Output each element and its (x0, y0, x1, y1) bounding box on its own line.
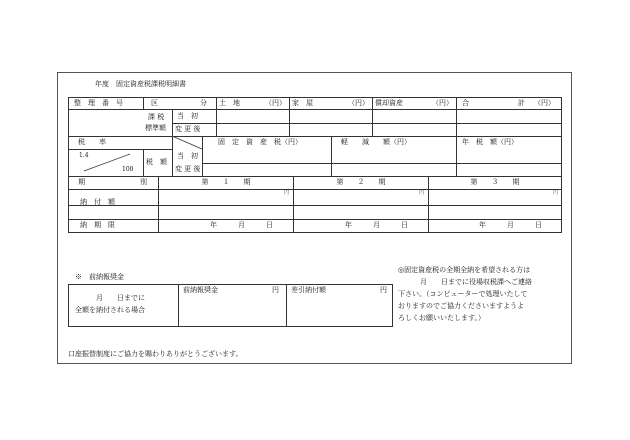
col-shokyaku: 償却資産 （円） (375, 99, 453, 107)
col-goukei-b: 計 (518, 99, 525, 107)
col-kotei-zei: 固 定 資 産 税（円） (218, 138, 302, 146)
schedule-period-2: 第 ２ 期 (336, 178, 386, 186)
rate-denominator: 100 (122, 166, 134, 173)
zeiritsu-label: 税 率 (78, 138, 106, 146)
notice-line4: おりますのでご協力くださいますようよ (398, 302, 524, 310)
schedule-period-3: 第 ３ 期 (470, 178, 520, 186)
schedule-betsu: 別 (140, 178, 147, 186)
nouki-date-1: 年 月 日 (210, 221, 273, 229)
prepay-heading: ※ 前納報奨金 (75, 273, 124, 281)
footer-note: 口座振替制度にご協力を賜わりありがとうございます。 (68, 350, 243, 358)
kazei-toushou: 当 初 (177, 112, 198, 120)
nofugaku-yen-2: 円 (419, 190, 425, 196)
nofugaku-yen-1: 円 (284, 190, 290, 196)
nofugaku-yen-3: 円 (553, 190, 559, 196)
kazei-label-bottom: 標準額 (145, 124, 166, 132)
notice-line3: 下さい。（コンピューターで処理いたして (398, 290, 528, 298)
kazei-henkou: 変 更 後 (175, 125, 201, 133)
notice-line5: ろしくお願いいたします。） (398, 314, 485, 322)
nofugaku-label: 納 付 額 (80, 198, 115, 206)
nouki-date-3: 年 月 日 (479, 221, 542, 229)
col-goukei-a: 合 (462, 99, 469, 107)
rate-numerator: 1.4 (79, 152, 89, 159)
zeigaku-henkou: 変 更 後 (175, 165, 201, 173)
prepay-cond-line2: 全額を納付される場合 (75, 306, 145, 314)
col-nenzeigaku: 年 税 額（円） (462, 138, 518, 146)
notice-line1: ◎固定資産税の全期全納を希望される方は (398, 266, 531, 274)
nouki-date-2: 年 月 日 (345, 221, 408, 229)
col-tochi: 土 地 （円） (219, 99, 286, 107)
prepay-net-label: 差引納付額 (291, 286, 326, 294)
tax-statement-sheet (57, 72, 572, 364)
col-goukei-yen: （円） (534, 99, 555, 107)
notice-line2: 月 日までに役場収税課へご連絡 (420, 278, 532, 286)
document-title: 年度 固定資産税課税明細書 (95, 80, 186, 88)
col-bun: 分 (200, 99, 207, 107)
kazei-label-top: 課 税 (148, 113, 165, 121)
zeigaku-toushou: 当 初 (177, 152, 198, 160)
prepay-reward-label: 前納報奨金 (183, 286, 218, 294)
prepay-cond-line1: 月 日までに (96, 294, 145, 302)
zeigaku-label: 税 額 (146, 158, 167, 166)
col-seiri-bango: 整 理 番 号 (74, 99, 123, 107)
schedule-period-1: 第 １ 期 (201, 178, 251, 186)
prepay-reward-yen: 円 (272, 286, 279, 294)
col-kaoku: 家 屋 （円） (292, 99, 369, 107)
prepay-net-yen: 円 (380, 286, 387, 294)
nouki-label: 納 期 限 (80, 221, 115, 229)
schedule-ki: 期 (78, 178, 85, 186)
col-ku: 区 (151, 99, 158, 107)
col-keigen: 軽 減 額（円） (341, 138, 411, 146)
